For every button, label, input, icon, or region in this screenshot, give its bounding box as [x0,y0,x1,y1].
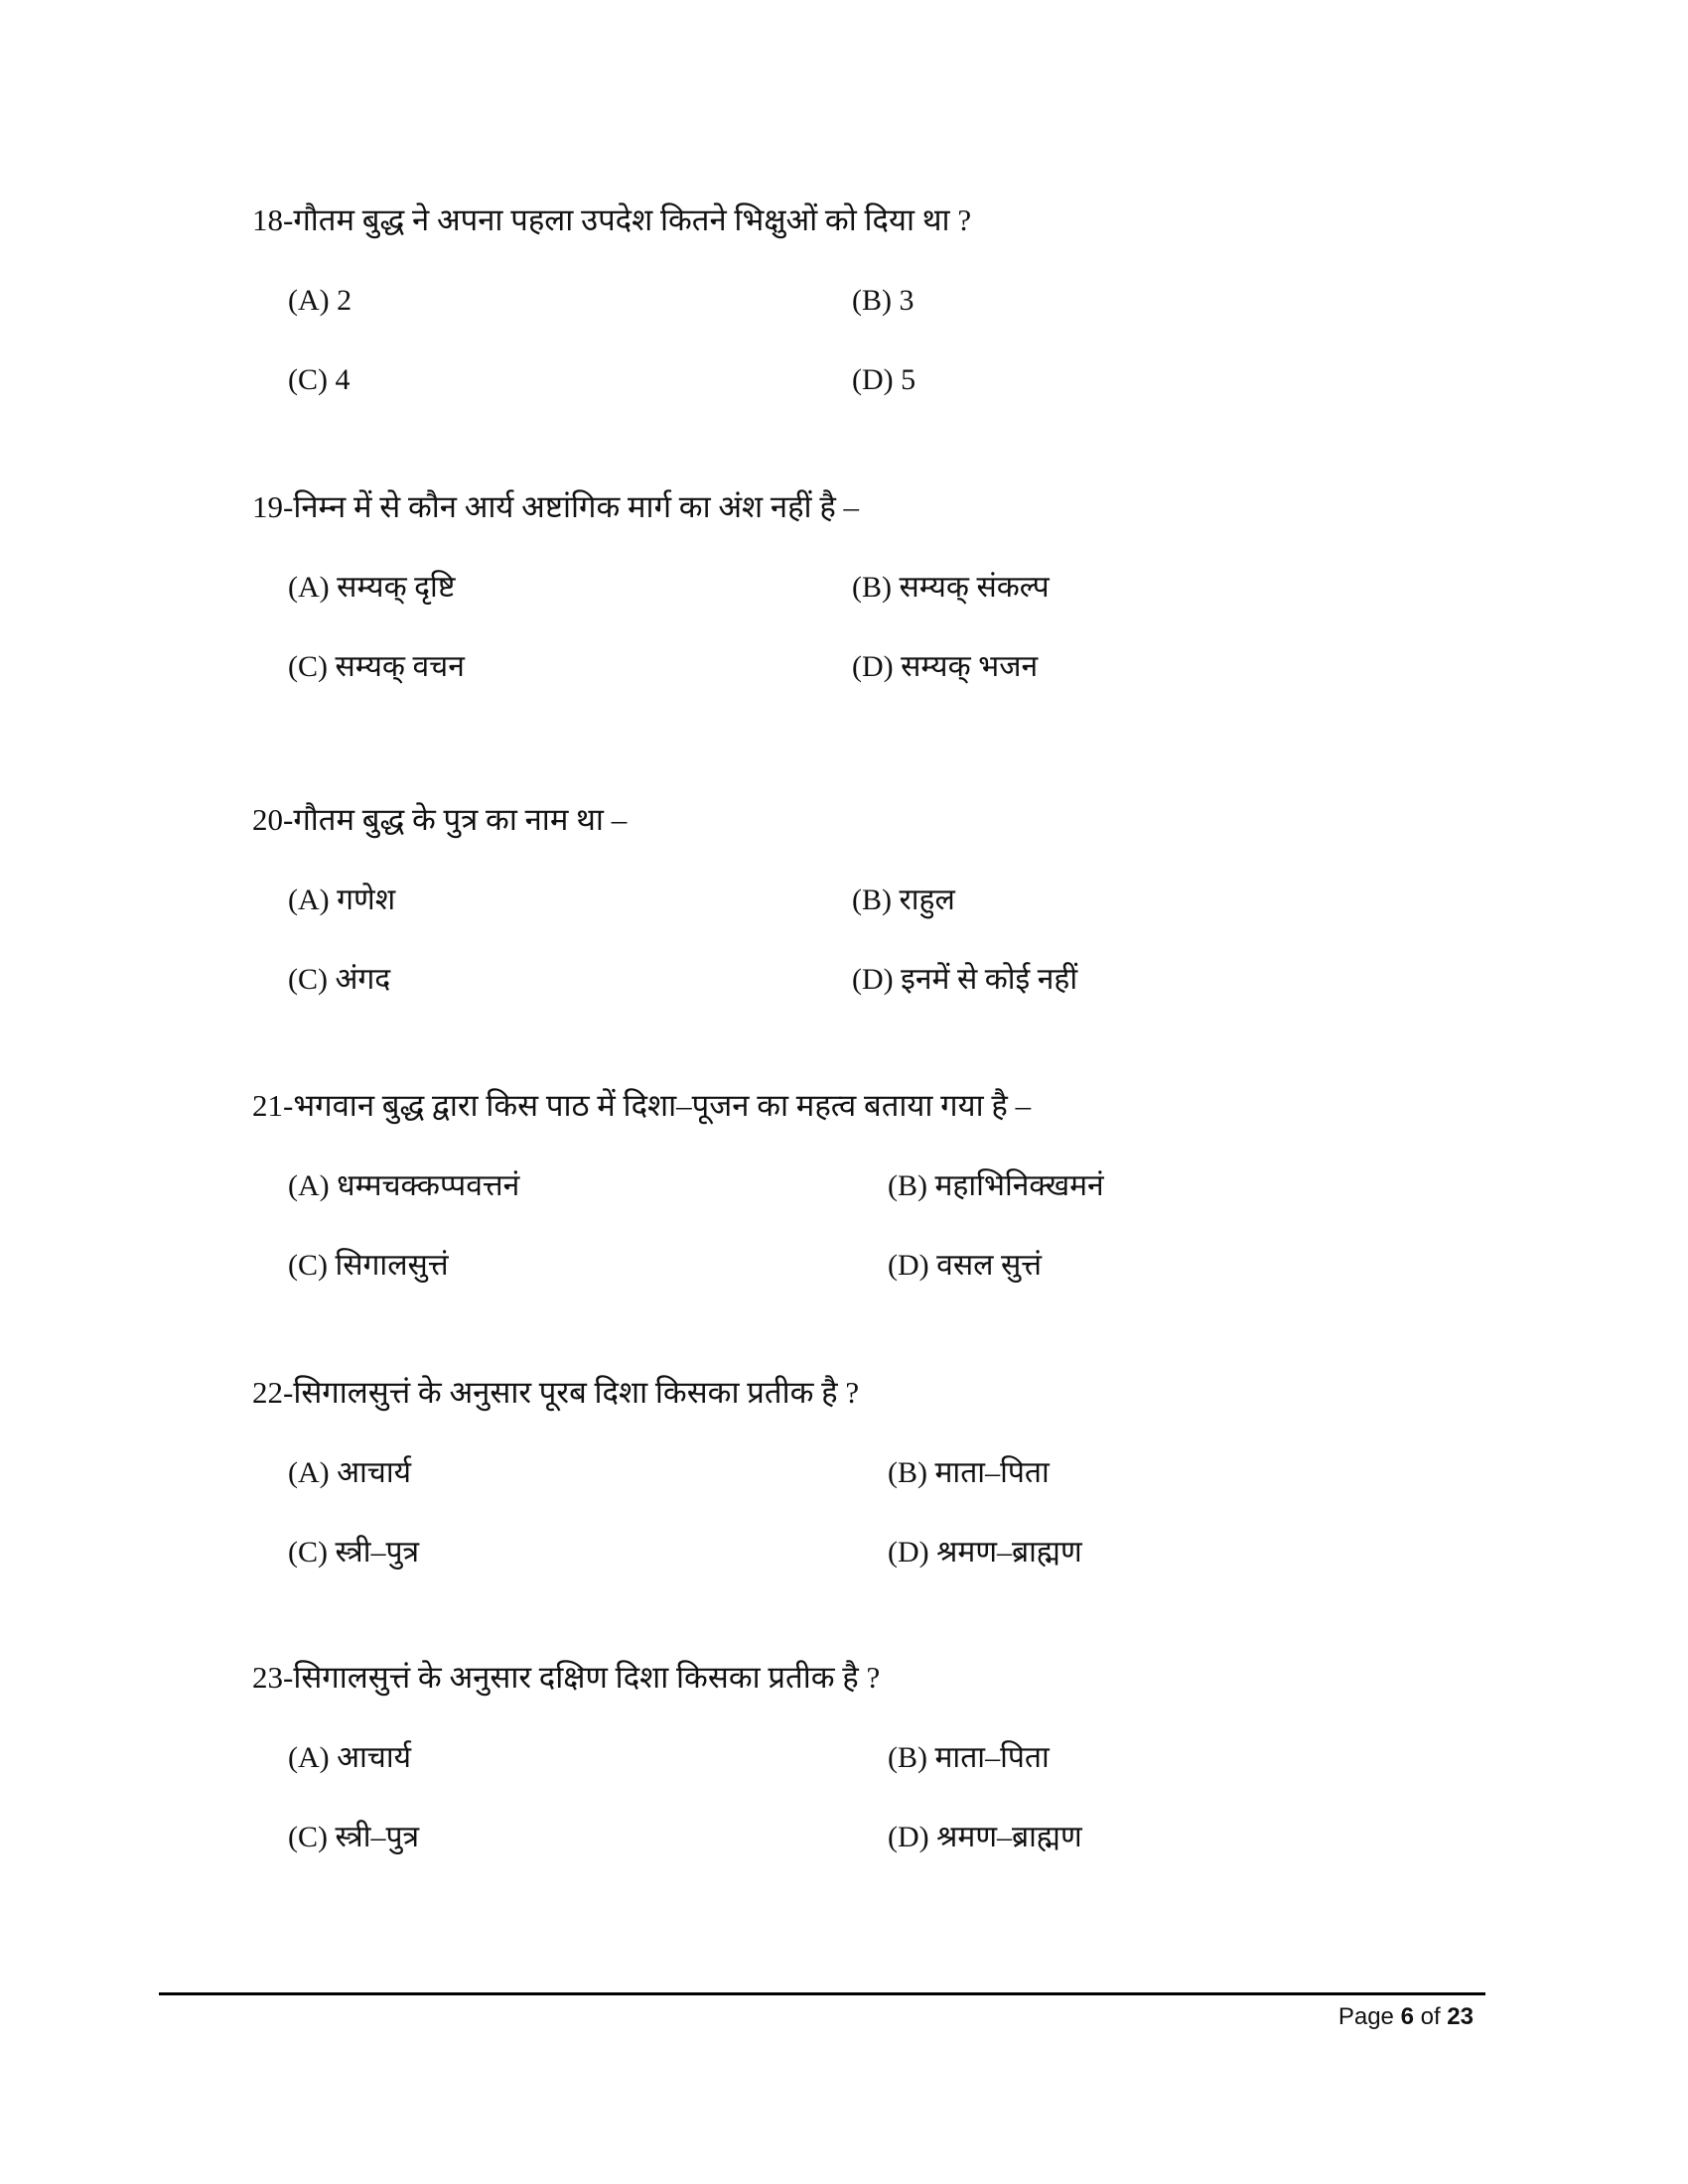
option-d: (D) श्रमण–ब्राह्मण [888,1536,1082,1569]
option-c: (C) स्त्री–पुत्र [288,1821,420,1853]
question-text: 20-गौतम बुद्ध के पुत्र का नाम था – [252,802,628,837]
current-page: 6 [1400,2003,1414,2030]
option-c: (C) सिगालसुत्तं [288,1249,449,1282]
question-text: 22-सिगालसुत्तं के अनुसार पूरब दिशा किसका प्रतीक है ? [252,1375,860,1410]
option-c: (C) अंगद [288,963,391,996]
option-d: (D) 5 [852,363,916,396]
footer-divider [159,1992,1485,1995]
option-a: (A) 2 [288,284,352,317]
option-b: (B) माता–पिता [888,1456,1050,1489]
option-a: (A) सम्यक् दृष्टि [288,571,456,604]
question-text: 21-भगवान बुद्ध द्वारा किस पाठ में दिशा–पूजन का महत्व बताया गया है – [252,1088,1032,1123]
option-a: (A) आचार्य [288,1456,412,1489]
option-d: (D) सम्यक् भजन [852,650,1039,683]
option-c: (C) 4 [288,363,351,396]
option-c: (C) सम्यक् वचन [288,650,465,683]
question-text: 19-निम्न में से कौन आर्य अष्टांगिक मार्ग का अंश नहीं है – [252,489,860,524]
of-label: of [1420,2003,1441,2030]
page-label: Page [1337,2003,1394,2030]
option-d: (D) श्रमण–ब्राह्मण [888,1821,1082,1853]
question-text: 23-सिगालसुत्तं के अनुसार दक्षिण दिशा किसका प्रतीक है ? [252,1660,881,1695]
option-b: (B) सम्यक् संकल्प [852,571,1050,604]
option-b: (B) महाभिनिक्खमनं [888,1169,1104,1202]
option-b: (B) 3 [852,284,914,317]
option-b: (B) राहुल [852,884,955,916]
question-text: 18-गौतम बुद्ध ने अपना पहला उपदेश कितने भिक्षुओं को दिया था ? [252,203,972,237]
option-d: (D) वसल सुत्तं [888,1249,1042,1282]
option-c: (C) स्त्री–पुत्र [288,1536,420,1569]
option-a: (A) आचार्य [288,1741,412,1774]
page-number [1338,2003,1474,2031]
option-b: (B) माता–पिता [888,1741,1050,1774]
total-pages: 23 [1447,2003,1474,2030]
option-a: (A) धम्मचक्कप्पवत्तनं [288,1169,520,1202]
option-d: (D) इनमें से कोई नहीं [852,963,1078,996]
option-a: (A) गणेश [288,884,396,916]
